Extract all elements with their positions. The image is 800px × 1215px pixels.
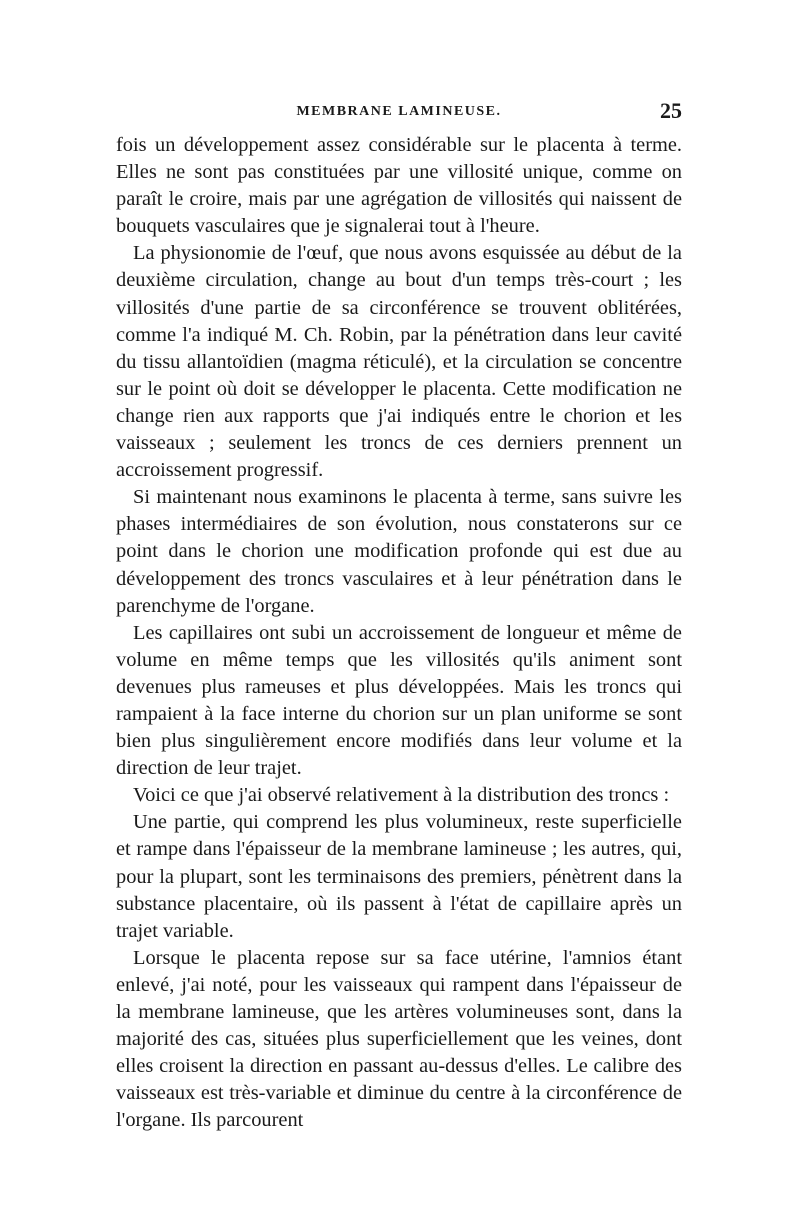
paragraph-7: Lorsque le placenta repose sur sa face utérine, l'amnios étant enlevé, j'ai noté, pour les vaisseaux qui rampent dans l'épaisseur de la membrane lamineuse, que les artères volumineuses sont, dans la majorité des cas, situées plus superficiellement que les veines, dont elles croisent la direction en passant au-dessus d'elles. Le calibre des vaisseaux est très-variable et diminue du centre à la circonférence de l'organe. Ils parcourent: [116, 946, 682, 1132]
body-text: [116, 132, 682, 1134]
paragraph-4: Les capillaires ont subi un accroissement de longueur et même de volume en même temps que les villosités qu'ils animent sont devenues plus rameuses et plus développées. Mais les troncs qui rampaient à la face interne du chorion sur un plan uniforme se sont bien plus singulièrement encore modifiés dans leur volume et la direction de leur trajet.: [116, 621, 682, 780]
paragraph-1: fois un développement assez considérable sur le placenta à terme. Elles ne sont pas constituées par une villosité unique, comme on paraît le croire, mais par une agrégation de villosités qui naissent de bouquets vasculaires que je signalerai tout à l'heure.: [116, 134, 682, 238]
running-head: [116, 98, 682, 128]
page-number: 25: [660, 98, 682, 123]
paragraph-3: Si maintenant nous examinons le placenta à terme, sans suivre les phases intermédiaires de son évolution, nous constaterons sur ce point dans le chorion une modification profonde qui est due au développement des troncs vasculaires et à leur pénétration dans le parenchyme de l'organe.: [116, 486, 682, 617]
paragraph-6: Une partie, qui comprend les plus volumineux, reste superficielle et rampe dans l'épaisseur de la membrane lamineuse ; les autres, qui, pour la plupart, sont les terminaisons des premiers, pénètrent dans la substance placentaire, où ils passent à l'état de capillaire après un trajet variable.: [116, 811, 682, 942]
paragraph-2: La physionomie de l'œuf, que nous avons esquissée au début de la deuxième circulation, change au bout d'un temps très-court ; les villosités d'une partie de sa circonférence se trouvent oblitérées, comme l'a indiqué M. Ch. Robin, par la pénétration dans leur cavité du tissu allantoïdien (magma réticulé), et la circulation se concentre sur le point où doit se développer le placenta. Cette modification ne change rien aux rapports que j'ai indiqués entre le chorion et les vaisseaux ; seulement les troncs de ces derniers prennent un accroissement progressif.: [116, 242, 682, 482]
running-title: MEMBRANE LAMINEUSE.: [296, 104, 502, 119]
paragraph-5: Voici ce que j'ai observé relativement à la distribution des troncs :: [133, 784, 670, 807]
